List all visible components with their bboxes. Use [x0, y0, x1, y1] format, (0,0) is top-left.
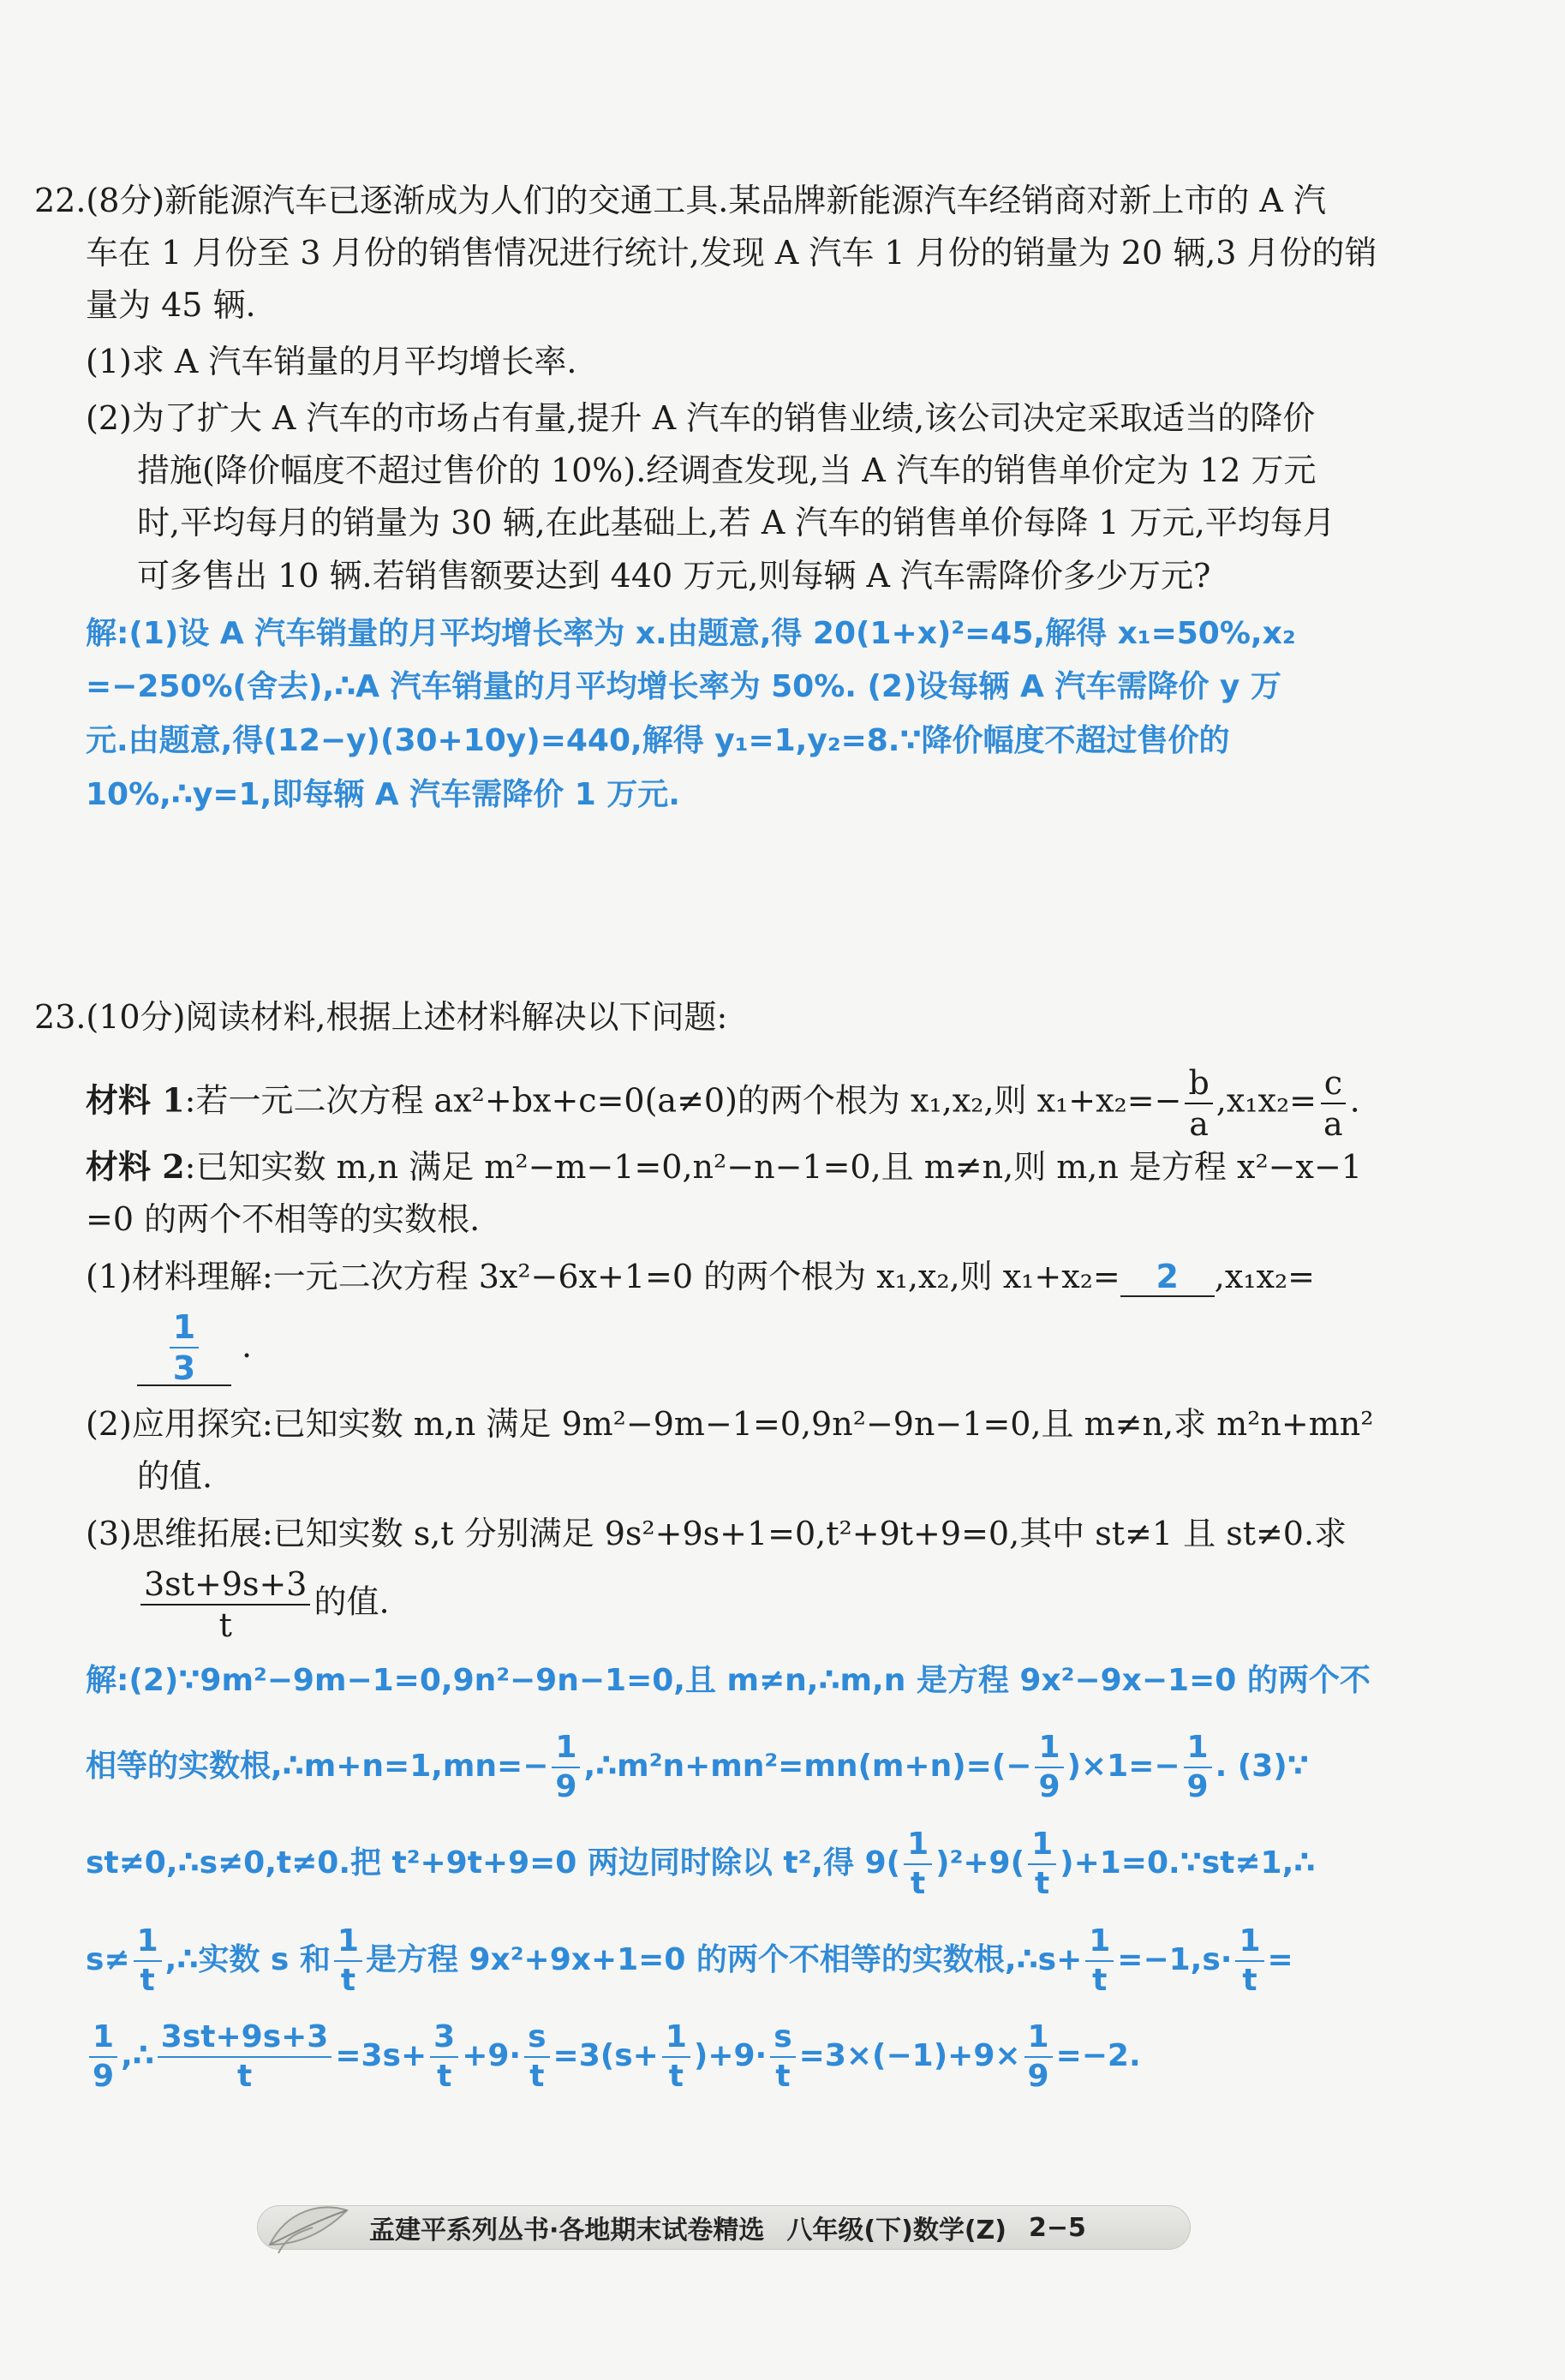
ans-seg: ,∴m²n+mn²=mn(m+n)=(−	[583, 1749, 1032, 1784]
frac-num: 1	[662, 2022, 690, 2058]
frac-num: 1	[552, 1732, 580, 1768]
q23-part-1-blank-2	[137, 1308, 253, 1387]
frac-den: 9	[1186, 1769, 1209, 1804]
fraction-one-over-t	[1235, 1923, 1263, 1998]
material-1-text: :若一元二次方程 ax²+bx+c=0(a≠0)的两个根为 x₁,x₂,则 x₁+x₂=−	[184, 1081, 1182, 1120]
frac-den: t	[911, 1866, 926, 1901]
part-1-text: (1)材料理解:一元二次方程 3x²−6x+1=0 的两个根为 x₁,x₂,则 x₁+x₂=	[86, 1258, 1120, 1295]
fraction-one-over-t	[662, 2019, 690, 2094]
frac-den: 9	[1027, 2059, 1049, 2094]
ans-seg: +9·	[462, 2038, 522, 2073]
frac-num: 1	[134, 1926, 162, 1962]
q23-answer-text-1: (2)∵9m²−9m−1=0,9n²−9n−1=0,且 m≠n,∴m,n 是方程 9x²−9x−1=0 的两个不	[128, 1663, 1371, 1698]
q23-material-2-line-2: =0 的两个不相等的实数根.	[86, 1200, 481, 1238]
fraction-one-ninth	[1184, 1732, 1212, 1803]
q22-answer-line-1	[86, 615, 1296, 653]
footer-page-number: 2−5	[1029, 2212, 1086, 2243]
fraction-expression	[158, 2019, 332, 2094]
ans-seg: . (3)∵	[1215, 1749, 1309, 1784]
ans-seg: =−2.	[1055, 2038, 1141, 2073]
ans-seg: )+9·	[693, 2038, 768, 2073]
fraction-one-ninth	[89, 2019, 117, 2094]
frac-num: 1	[1085, 1926, 1114, 1962]
ans-seg: )×1=−	[1066, 1749, 1180, 1784]
q23-material-1	[86, 1064, 1360, 1143]
ans-seg: =3(s+	[553, 2038, 659, 2073]
frac-den: a	[1189, 1105, 1209, 1143]
q22-answer-head: 解:	[86, 616, 129, 651]
frac-den: t	[1242, 1963, 1257, 1998]
q22-answer-line-2: =−250%(舍去),∴A 汽车销量的月平均增长率为 50%. (2)设每辆 A 汽车需降价 y 万	[86, 669, 1281, 704]
frac-den: t	[340, 1963, 356, 1998]
frac-num: c	[1321, 1067, 1346, 1104]
fraction-one-over-t	[134, 1923, 162, 1998]
material-2-label: 材料 2	[86, 1147, 185, 1186]
frac-num: 1	[170, 1311, 199, 1348]
q22-part-1: (1)求 A 汽车销量的月平均增长率.	[86, 343, 577, 380]
frac-den: t	[775, 2059, 791, 2094]
frac-num: 1	[334, 1926, 362, 1962]
q22-stem-line-1: 22.(8分)新能源汽车已逐渐成为人们的交通工具.某品牌新能源汽车经销商对新上市的 A 汽	[34, 182, 1326, 219]
frac-num: 3st+9s+3	[158, 2022, 332, 2058]
q22-part-2-line-2: 措施(降价幅度不超过售价的 10%).经调查发现,当 A 汽车的销售单价定为 12 万元	[137, 451, 1317, 489]
material-2-text: :已知实数 m,n 满足 m²−m−1=0,n²−n−1=0,且 m≠n,则 m,n 是方程 x²−x−1	[184, 1148, 1362, 1186]
part-3-end: 的值.	[314, 1582, 390, 1621]
frac-num: 3	[430, 2022, 458, 2058]
frac-den: 9	[1038, 1769, 1060, 1804]
fraction-one-over-t	[1085, 1923, 1114, 1998]
frac-den: t	[1034, 1866, 1050, 1901]
frac-den: 3	[172, 1349, 196, 1387]
ans-seg: 相等的实数根,∴m+n=1,mn=−	[86, 1749, 549, 1784]
ans-seg: =3s+	[335, 2038, 427, 2073]
q23-part-3-line-1: (3)思维拓展:已知实数 s,t 分别满足 9s²+9s+1=0,t²+9t+9=0,其中 st≠1 且 st≠0.求	[86, 1515, 1347, 1552]
ans-seg: st≠0,∴s≠0,t≠0.把 t²+9t+9=0 两边同时除以 t²,得 9(	[86, 1845, 901, 1881]
material-1-end: .	[1349, 1081, 1360, 1120]
page-footer	[257, 2205, 1191, 2250]
q23-answer-head: 解:	[86, 1663, 129, 1698]
ans-seg: =	[1267, 1942, 1293, 1977]
q22-part-2-line-4: 可多售出 10 辆.若销售额要达到 440 万元,则每辆 A 汽车需降价多少万元?	[137, 557, 1211, 595]
answer-blank-product	[137, 1308, 231, 1387]
material-1-mid: ,x₁x₂=	[1216, 1081, 1317, 1120]
q23-part-1	[86, 1258, 1315, 1297]
q22-part-2-line-3: 时,平均每月的销量为 30 辆,在此基础上,若 A 汽车的销售单价每降 1 万元,平均每月	[137, 504, 1335, 541]
fraction-three-over-t	[430, 2019, 458, 2094]
ans-seg: ,∴实数 s 和	[164, 1942, 331, 1977]
fraction-one-ninth	[552, 1732, 580, 1803]
q22-stem-line-3: 量为 45 辆.	[86, 286, 256, 324]
footer-grade: 八年级(下)数学(Z)	[786, 2216, 1007, 2245]
fraction-one-over-t	[1028, 1829, 1056, 1899]
frac-den: t	[529, 2059, 545, 2094]
ans-seg: )+1=0.∵st≠1,∴	[1060, 1845, 1316, 1881]
frac-den: a	[1323, 1105, 1343, 1143]
ans-seg: 是方程 9x²+9x+1=0 的两个不相等的实数根,∴s+	[365, 1942, 1083, 1977]
frac-num: 1	[1235, 1926, 1263, 1962]
fraction-one-third	[170, 1308, 199, 1387]
frac-den: 9	[555, 1769, 577, 1804]
q22-answer-line-3: 元.由题意,得(12−y)(30+10y)=440,解得 y₁=1,y₂=8.∵降价幅度不超过售价的	[86, 723, 1230, 758]
frac-den: t	[668, 2059, 684, 2094]
frac-den: 9	[93, 2059, 115, 2094]
ans-seg: ,∴	[121, 2038, 154, 2073]
footer-series: 孟建平系列丛书·各地期末试卷精选	[369, 2216, 765, 2245]
fraction-one-ninth	[1024, 2019, 1053, 2094]
frac-num: 1	[1024, 2022, 1053, 2058]
q23-answer-line-5	[86, 2019, 1141, 2094]
fraction-one-over-t	[904, 1829, 932, 1899]
fraction-b-over-a	[1185, 1064, 1212, 1143]
q22-stem-line-2: 车在 1 月份至 3 月份的销售情况进行统计,发现 A 汽车 1 月份的销量为 20 辆,3 月份的销	[86, 234, 1377, 272]
leaf-ornament-icon	[261, 2193, 364, 2262]
fraction-s-over-t	[524, 2019, 549, 2094]
frac-num: b	[1185, 1067, 1212, 1104]
q23-answer-line-1	[86, 1662, 1371, 1700]
frac-den: t	[140, 1963, 155, 1998]
frac-num: 1	[1184, 1732, 1212, 1768]
frac-den: t	[236, 2059, 253, 2094]
q23-answer-line-3	[86, 1829, 1315, 1899]
q23-answer-line-4	[86, 1923, 1293, 1998]
frac-num: s	[524, 2022, 549, 2058]
ans-seg: s≠	[86, 1942, 130, 1977]
q23-material-2-line-1	[86, 1148, 1362, 1186]
ans-seg: )²+9(	[935, 1845, 1025, 1881]
part-1-text-2: ,x₁x₂=	[1214, 1258, 1316, 1295]
part-1-end: .	[242, 1326, 253, 1365]
frac-num: 1	[904, 1829, 932, 1865]
q23-part-2-line-1: (2)应用探究:已知实数 m,n 满足 9m²−9m−1=0,9n²−9n−1=0,且 m≠n,求 m²n+mn²	[86, 1405, 1374, 1443]
answer-blank-sum: 2	[1120, 1258, 1215, 1297]
q22-part-2-line-1: (2)为了扩大 A 汽车的市场占有量,提升 A 汽车的销售业绩,该公司决定采取适当的降价	[86, 399, 1316, 437]
frac-num: 1	[89, 2022, 117, 2058]
ans-seg: =−1,s·	[1117, 1942, 1233, 1977]
frac-num: 1	[1028, 1829, 1056, 1865]
frac-den: t	[437, 2059, 452, 2094]
fraction-one-over-t	[334, 1923, 362, 1998]
q23-part-3-line-2	[137, 1565, 390, 1644]
fraction-c-over-a	[1320, 1064, 1347, 1143]
frac-den: t	[1092, 1963, 1108, 1998]
frac-num: 1	[1035, 1732, 1063, 1768]
material-1-label: 材料 1	[86, 1080, 185, 1120]
q23-stem: 23.(10分)阅读材料,根据上述材料解决以下问题:	[34, 998, 728, 1036]
frac-num: s	[770, 2022, 795, 2058]
frac-den: t	[218, 1606, 232, 1644]
q23-part-2-line-2: 的值.	[137, 1457, 213, 1495]
fraction-expression	[140, 1565, 310, 1644]
fraction-one-ninth	[1035, 1732, 1063, 1803]
frac-num: 3st+9s+3	[140, 1568, 310, 1606]
q23-answer-line-2	[86, 1732, 1309, 1803]
q22-answer-text-1: (1)设 A 汽车销量的月平均增长率为 x.由题意,得 20(1+x)²=45,解得 x₁=50%,x₂	[128, 616, 1296, 651]
ans-seg: =3×(−1)+9×	[798, 2038, 1021, 2073]
fraction-s-over-t	[770, 2019, 795, 2094]
q22-answer-line-4: 10%,∴y=1,即每辆 A 汽车需降价 1 万元.	[86, 777, 680, 812]
